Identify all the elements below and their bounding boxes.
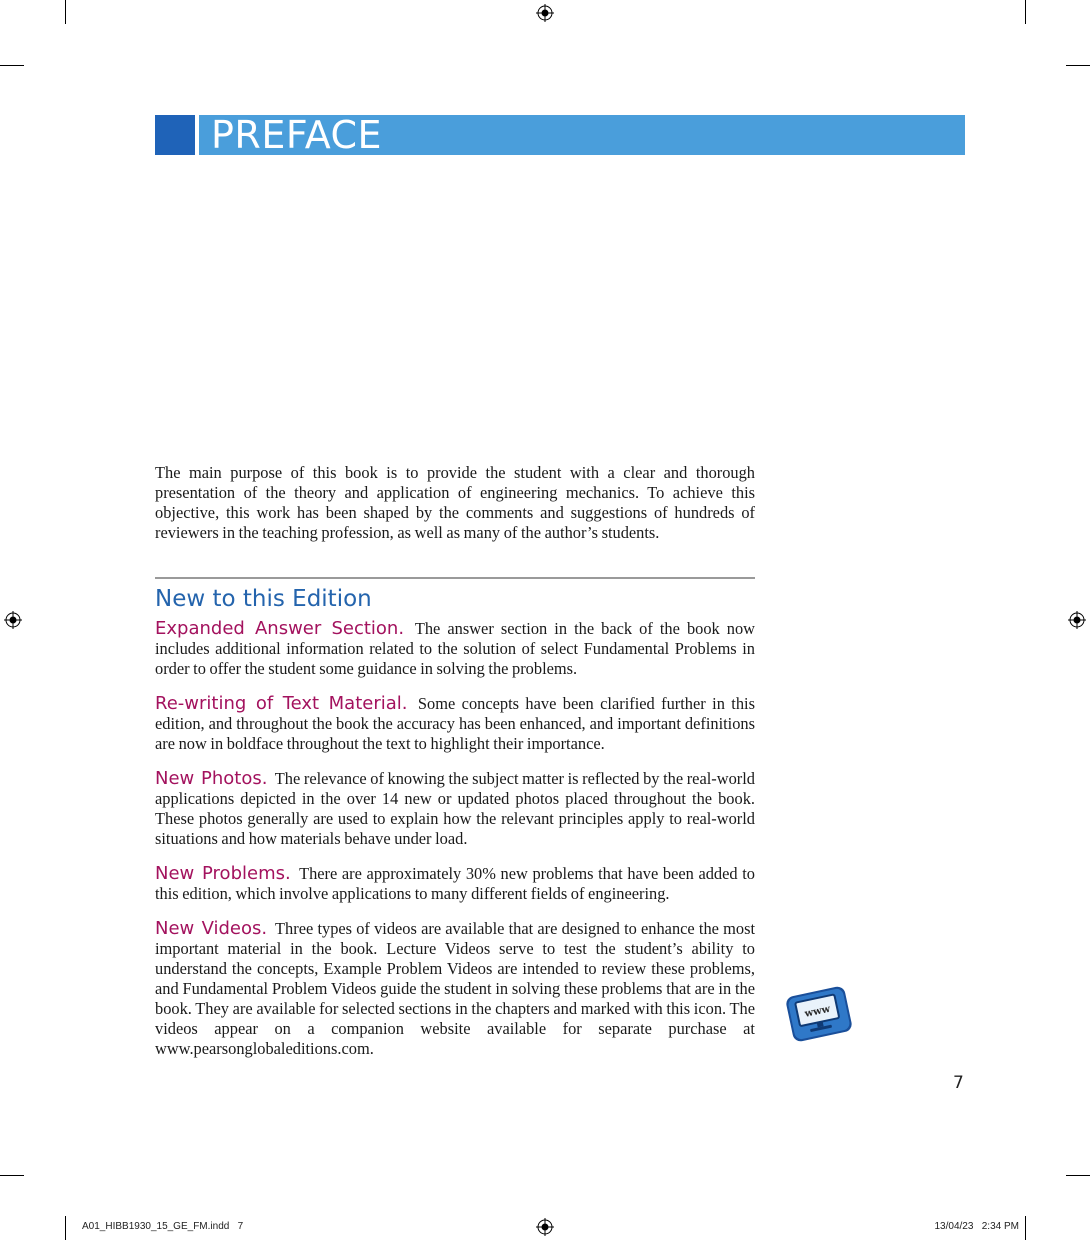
registration-mark-icon — [536, 1218, 554, 1236]
crop-mark — [65, 0, 66, 24]
slug-timestamp: 13/04/23 2:34 PM — [934, 1221, 1019, 1232]
feature-item — [155, 619, 755, 679]
feature-item — [155, 864, 755, 904]
crop-mark — [1025, 1216, 1026, 1240]
intro-paragraph: The main purpose of this book is to provide the student with a clear and thorough presentation of the theory and application of engineering mechanics. To achieve this objective, this work has been shaped by the comments and suggestions of hundreds of reviewers in the teaching profession, as well as many of the author’s students. — [155, 463, 755, 542]
crop-mark — [1025, 0, 1026, 24]
feature-lead: Re-writing of Text Material. — [155, 693, 408, 714]
feature-text: The answer section in the back of the book now includes additional information related to the solution of select Fundamental Problems in order to offer the student some guidance in solving the problems. — [155, 619, 756, 678]
svg-text:www: www — [803, 1003, 832, 1020]
section-divider — [155, 577, 755, 579]
feature-lead: Expanded Answer Section. — [155, 618, 405, 639]
registration-mark-icon — [4, 611, 22, 629]
crop-mark — [0, 65, 24, 66]
feature-lead: New Photos. — [155, 768, 268, 789]
text-column — [155, 463, 755, 1059]
www-monitor-icon — [784, 985, 854, 1043]
crop-mark — [1066, 65, 1090, 66]
chapter-banner — [155, 115, 965, 155]
page-number: 7 — [953, 1073, 964, 1093]
banner-square — [155, 115, 195, 155]
feature-item — [155, 769, 755, 849]
crop-mark — [1066, 1175, 1090, 1176]
feature-text: Three types of videos are available that are designed to enhance the most important material in the book. Lecture Videos serve to test the student’s ability to understand the concepts, Example Problem Videos are intended to review these problems, and Fundamental Problem Videos guide the student in solving these problems that are in the book. They are available for selected sections in the chapters and marked with this icon. The videos appear on a companion website available for separate purchase at www.pearsonglobaleditions.com. — [155, 919, 756, 1058]
feature-text: The relevance of knowing the subject matter is reflected by the real-world applications depicted in the over 14 new or updated photos placed throughout the book. These photos generally are used to explain how the relevant principles apply to real-world situations and how materials behave under load. — [155, 769, 755, 848]
slug-filename: A01_HIBB1930_15_GE_FM.indd 7 — [82, 1221, 244, 1232]
feature-text: There are approximately 30% new problems that have been added to this edition, which involve applications to many different fields of engineering. — [155, 864, 755, 903]
feature-lead: New Videos. — [155, 918, 268, 939]
crop-mark — [65, 1216, 66, 1240]
banner-bar — [199, 115, 965, 155]
section-title: New to this Edition — [155, 586, 372, 612]
page-title: PREFACE — [211, 113, 383, 157]
feature-item — [155, 694, 755, 754]
feature-text: Some concepts have been clarified further in this edition, and throughout the book the accuracy has been enhanced, and important definitions are now in boldface throughout the text to highlight their importance. — [155, 694, 755, 753]
registration-mark-icon — [1068, 611, 1086, 629]
feature-item — [155, 919, 755, 1059]
registration-mark-icon — [536, 4, 554, 22]
feature-lead: New Problems. — [155, 863, 291, 884]
crop-mark — [0, 1175, 24, 1176]
